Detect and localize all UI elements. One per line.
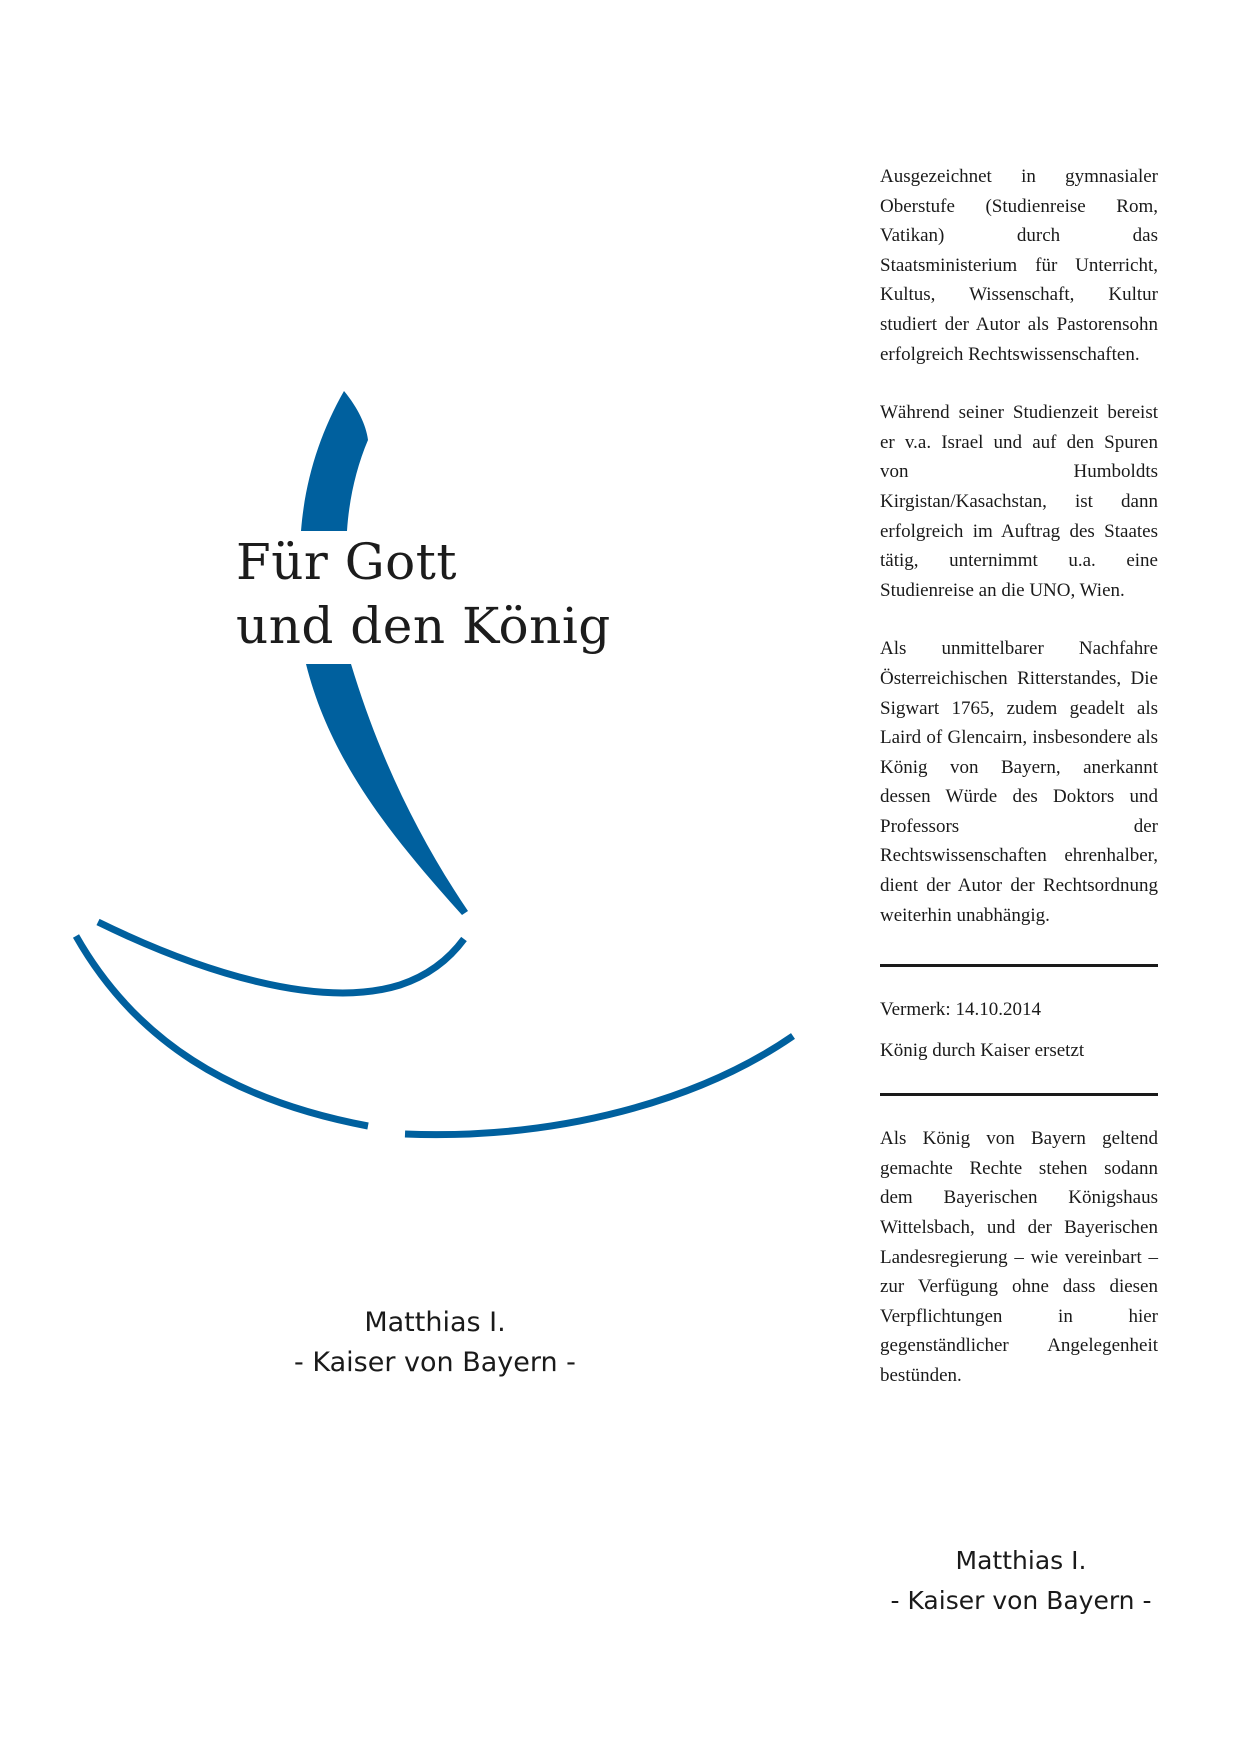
author-role: - Kaiser von Bayern - bbox=[294, 1347, 576, 1378]
column-signature-role: - Kaiser von Bayern - bbox=[890, 1586, 1152, 1615]
emblem-lower-stroke bbox=[306, 664, 468, 915]
divider-bottom bbox=[880, 1093, 1158, 1096]
column-signature bbox=[880, 1541, 1162, 1621]
author-name: Matthias I. bbox=[364, 1307, 506, 1338]
note-date: Vermerk: 14.10.2014 bbox=[880, 999, 1041, 1021]
emblem-upper-stroke bbox=[301, 391, 368, 531]
emblem-outer-arc-left bbox=[76, 936, 368, 1126]
annotation-note bbox=[880, 967, 1158, 1093]
author-biography-column bbox=[880, 162, 1158, 1420]
title-line-2: und den König bbox=[236, 597, 611, 655]
note-text: König durch Kaiser ersetzt bbox=[880, 1040, 1085, 1062]
emblem-outer-arc-right bbox=[405, 1036, 793, 1135]
book-title bbox=[236, 530, 611, 658]
biography-paragraph-3: Als unmittelbarer Nachfahre Österreichischen Ritterstandes, Die Sigwart 1765, zudem geadelt als Laird of Glencairn, insbesondere als König von Bayern, anerkannt dessen Würde des Doktors und Professors der Rechtswissenschaften ehrenhalber, dient der Autor der Rechtsordnung weiterhin unabhängig. bbox=[880, 638, 1158, 926]
biography-paragraph-4: Als König von Bayern geltend gemachte Rechte stehen sodann dem Bayerischen Königshaus Wittelsbach, und der Bayerischen Landesregierung – wie vereinbart – zur Verfügung ohne dass diesen Verpflichtungen in hier gegenständlicher Angelegenheit bestünden. bbox=[880, 1128, 1158, 1386]
author-signature bbox=[230, 1303, 640, 1383]
biography-paragraph-2: Während seiner Studienzeit bereist er v.a. Israel und auf den Spuren von Humboldts Kirgistan/Kasachstan, ist dann erfolgreich im Auftrag des Staates tätig, unternimmt u.a. eine Studienreise an die UNO, Wien. bbox=[880, 402, 1158, 601]
emblem-inner-arc bbox=[98, 922, 464, 993]
title-line-1: Für Gott bbox=[236, 533, 457, 591]
biography-paragraph-1: Ausgezeichnet in gymnasialer Oberstufe (Studienreise Rom, Vatikan) durch das Staatsministerium für Unterricht, Kultus, Wissenschaft, Kultur studiert der Autor als Pastorensohn erfolgreich Rechtswissenschaften. bbox=[880, 166, 1158, 365]
column-signature-name: Matthias I. bbox=[955, 1546, 1087, 1575]
